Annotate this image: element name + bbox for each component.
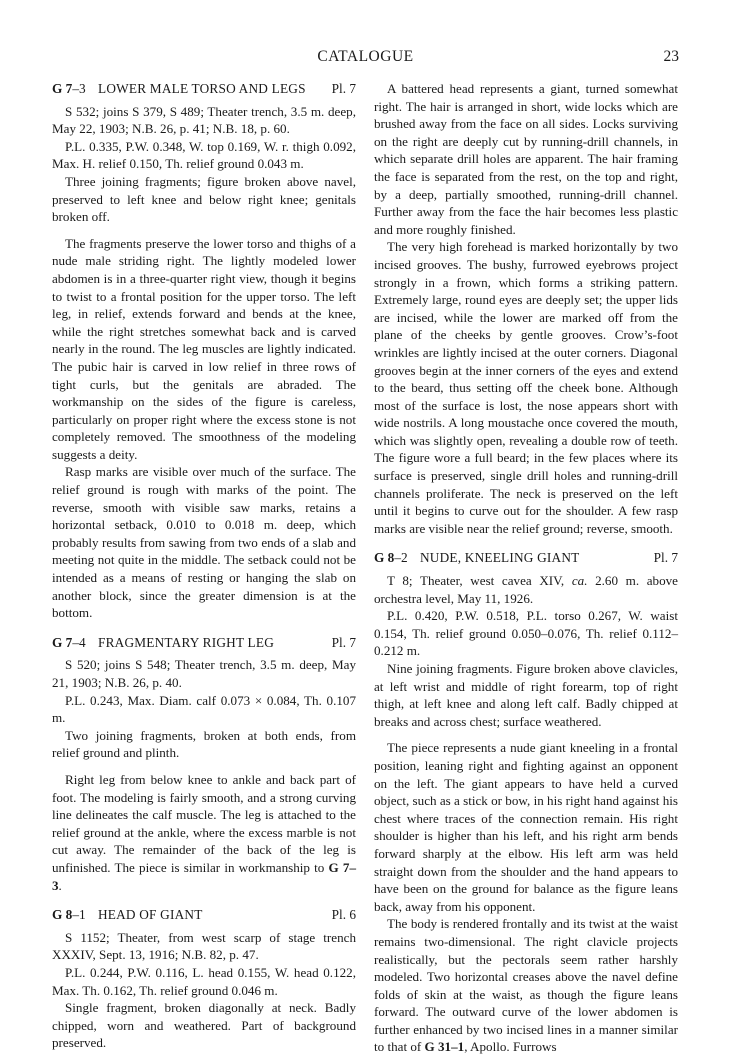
description-paragraph: Rasp marks are visible over much of the surface. The relief ground is rough with marks of the point. The reverse, smooth with visible saw marks, retains a horizontal setback, 0.010 to 0.018 m. deep, which probably results from sawing from two ends of a slab and meeting not quite in the middle. The setback could not be intended as a means of resting or hanging the slab on another block, since the greater dimension is at the bottom. <box>52 464 356 621</box>
plate-reference: Pl. 7 <box>331 634 356 650</box>
entry-title: FRAGMENTARY RIGHT LEG <box>98 634 275 650</box>
left-column <box>52 80 356 1052</box>
entry-heading-g7-3 <box>52 80 356 98</box>
description-paragraph: A battered head represents a giant, turned somewhat right. The hair is arranged in short, wide locks which are brushed away from the face on all sides. Locks surviving on the right are deeply cut by running-drill channels, in which separate drill holes are apparent. The hair framing the face is separated from the rest, on the top and right, by a deep, partially smoothed, running-drill channel. Further away from the face the hair becomes less plastic and more roughly finished. <box>374 81 678 237</box>
description-paragraph: The piece represents a nude giant kneeling in a frontal position, leaning right and fighting against an opponent on the left. The giant appears to have held a curved object, such as a stick or bow, in his right hand against his chest where traces of the connection remain. His right shoulder is higher than his left, and his right arm bends forward sharply at the elbow. His left arm was held straight down from the shoulder and the hand appears to have been on the ground for balance as the figure leans back, away from his opponent. <box>374 740 678 914</box>
entry-number: G 7–4 <box>52 634 86 650</box>
description-paragraph: The fragments preserve the lower torso and thighs of a nude male striding right. The lightly modeled lower abdomen is in a three-quarter right view, though it begins to twist to a frontal position for the upper torso. The left leg, in relief, extends forward and bends at the knee, while the right stretches somewhat back and is carved nearly in the round. The leg muscles are lightly indicated. The pubic hair is carved in low relief in three rows of tight curls, but the genitals are abraded. The workmanship on the sides of the figure is careless, particularly on proper right where the excess stone is not completely removed. The smoothness of the modeling suggests a deity. <box>52 235 356 462</box>
condition: Single fragment, broken diagonally at neck. Badly chipped, worn and weathered. Part of background preserved. <box>52 1000 356 1051</box>
entry-title: NUDE, KNEELING GIANT <box>420 550 580 566</box>
right-column <box>374 80 678 1056</box>
entry-heading-g7-4 <box>52 634 356 652</box>
catalogue-record: S 532; joins S 379, S 489; Theater trench, 3.5 m. deep, May 22, 1903; N.B. 26, p. 41; N.B. 18, p. 60. <box>52 103 356 137</box>
measurements: P.L. 0.420, P.W. 0.518, P.L. torso 0.267, W. waist 0.154, Th. relief ground 0.050–0.076, Th. relief 0.112–0.212 m. <box>374 608 678 659</box>
cross-reference: G 7–3 <box>52 859 356 893</box>
entry-title: LOWER MALE TORSO AND LEGS <box>98 81 306 96</box>
cross-reference: G 31–1 <box>424 1039 465 1055</box>
entry-number: G 7–3 <box>52 81 86 96</box>
entry-number: G 8–1 <box>52 907 86 923</box>
measurements: P.L. 0.335, P.W. 0.348, W. top 0.169, W. r. thigh 0.092, Max. H. relief 0.150, Th. relief ground 0.043 m. <box>52 138 356 172</box>
condition: Three joining fragments; figure broken above navel, preserved to left knee and below right knee; genitals broken off. <box>52 173 356 225</box>
catalogue-record: T 8; Theater, west cavea XIV, ca. 2.60 m. above orchestra level, May 11, 1926. <box>374 573 678 606</box>
condition: Nine joining fragments. Figure broken above clavicles, at left wrist and middle of right forearm, top of right thigh, at left knee and along left calf. Badly chipped at breaks and across chest; surface weathered. <box>374 661 678 729</box>
description-paragraph: The very high forehead is marked horizontally by two incised grooves. The bushy, furrowed eyebrows project strongly in a frown, which forms a striking pattern. Extremely large, round eyes are deeply set; the upper lids are incised, while the lower are marked off from the plane of the cheeks by gentle grooves. Crow’s-foot wrinkles are lightly incised at the outer corners. Diagonal grooves begin at the inner corners of the eyes and extend to the beard, thus setting off the cheek bone. Although most of the surface is lost, the nose appears short with wide nostrils. A long moustache once covered the mouth, which was slightly open, revealing a double row of teeth. The figure wore a full beard; in the few places where its surface is preserved, single drill holes and running-drill channels proliferate. The neck is preserved on the left until it begins to curve out for the shoulder. A few rasp marks are visible near the relief ground; reverse, smooth. <box>374 239 678 536</box>
description-paragraph: The body is rendered frontally and its twist at the waist remains two-dimensional. The right clavicle projects realistically, but the pectorals seem rather harshly modeled. Two horizontal creases above the navel define folds of skin at the waist, as though the figure leans forward. The outward curve of the lower abdomen is further enhanced by two incised lines in a manner similar to that of G 31–1, Apollo. Furrows <box>374 916 678 1055</box>
running-title: CATALOGUE <box>317 48 414 65</box>
condition: Two joining fragments, broken at both ends, from relief ground and plinth. <box>52 727 356 761</box>
description-paragraph: Right leg from below knee to ankle and back part of foot. The modeling is fairly smooth, and a strong curving line delineates the calf muscle. The leg is attached to the relief ground at the ankle, where the excess marble is not cut away. The remainder of the back of the leg is unfinished. The piece is similar in workmanship to G 7–3. <box>52 771 356 893</box>
measurements: P.L. 0.243, Max. Diam. calf 0.073 × 0.084, Th. 0.107 m. <box>52 692 356 726</box>
entry-number: G 8–2 <box>374 550 408 566</box>
measurements: P.L. 0.244, P.W. 0.116, L. head 0.155, W. head 0.122, Max. Th. 0.162, Th. relief ground 0.046 m. <box>52 964 356 998</box>
entry-heading-g8-1 <box>52 906 356 924</box>
catalogue-record: S 520; joins S 548; Theater trench, 3.5 m. deep, May 21, 1903; N.B. 26, p. 40. <box>52 657 356 690</box>
page-number: 23 <box>663 48 679 65</box>
entry-title: HEAD OF GIANT <box>98 907 203 923</box>
plate-reference: Pl. 6 <box>331 907 356 923</box>
plate-reference: Pl. 7 <box>331 81 356 96</box>
plate-reference: Pl. 7 <box>653 550 678 566</box>
catalogue-record: S 1152; Theater, from west scarp of stage trench XXXIV, Sept. 13, 1916; N.B. 82, p. 47. <box>52 929 356 963</box>
running-head <box>0 48 731 70</box>
entry-heading-g8-2 <box>374 549 678 567</box>
